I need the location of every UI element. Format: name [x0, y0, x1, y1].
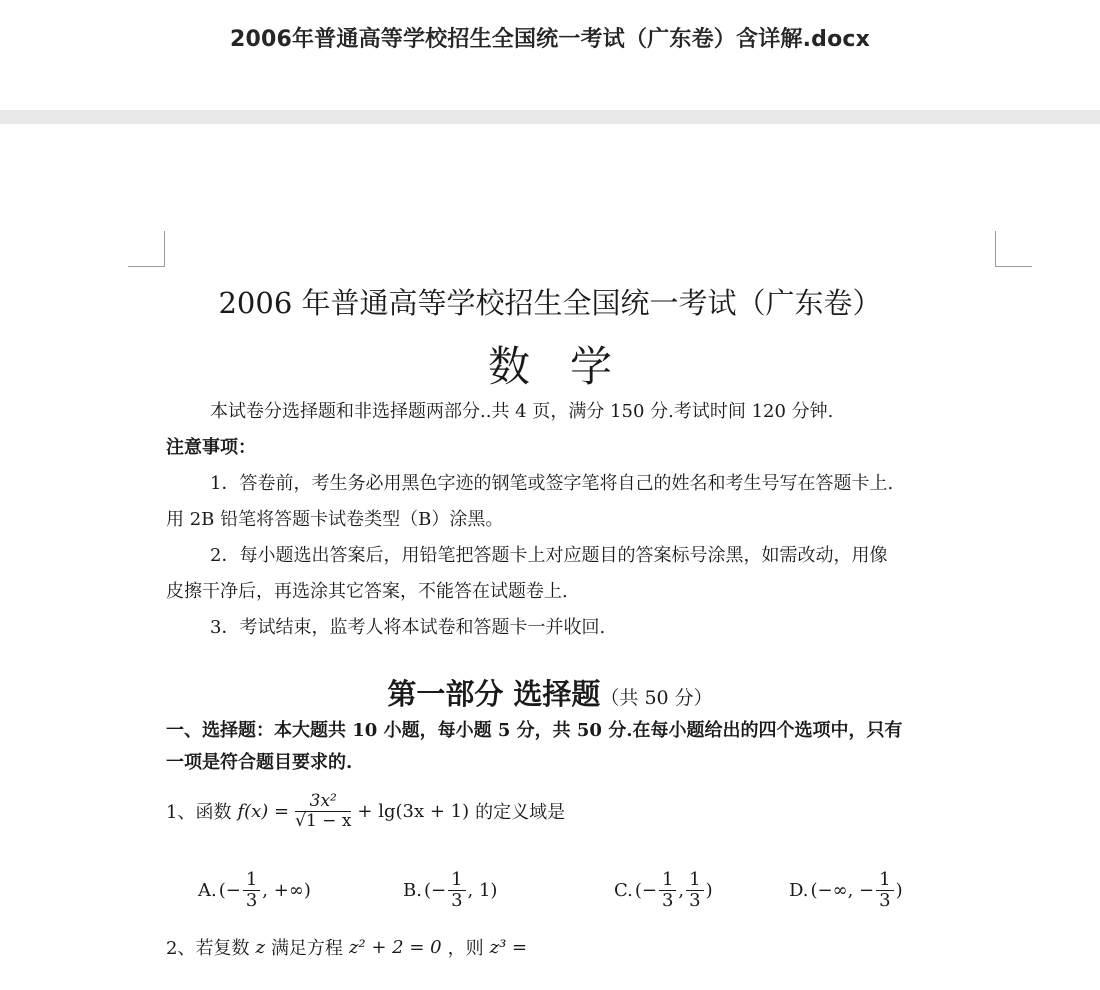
q1-denominator: √1 − x	[295, 810, 352, 831]
option-label: A.	[198, 879, 217, 901]
notice-item-2: 2．每小题选出答案后，用铅笔把答题卡上对应题目的答案标号涂黑，如需改动，用像	[210, 545, 888, 566]
q1-prefix: 1、函数	[166, 802, 232, 824]
notice-item-1: 1．答卷前，考生务必用黑色字迹的钢笔或签字笔将自己的姓名和考生号写在答题卡上.	[210, 473, 894, 494]
q1-numerator: 3x²	[295, 792, 351, 812]
q2-comma: ，则	[447, 938, 484, 959]
option-num: 1	[243, 870, 260, 891]
q1-lhs: f(x) =	[237, 800, 290, 822]
notice-item-1-cont: 用 2B 铅笔将答题卡试卷类型（B）涂黑。	[166, 509, 504, 530]
option-den: 3	[451, 889, 463, 911]
option-num: 1	[448, 870, 465, 891]
notice-item-2-cont: 皮擦干净后，再选涂其它答案，不能答在试题卷上.	[166, 581, 568, 602]
q1-suffix: 的定义域是	[475, 802, 566, 824]
option-close: )	[895, 879, 903, 901]
option-num: 1	[876, 870, 893, 891]
option-den: 3	[245, 889, 258, 911]
q1-rest: + lg(3x + 1)	[357, 800, 470, 822]
toolbar-divider	[0, 110, 1100, 124]
document-filename: 2006年普通高等学校招生全国统一考试（广东卷）含详解.docx	[229, 27, 871, 52]
q2-prefix: 2、若复数	[166, 938, 250, 959]
option-num: 1	[659, 870, 676, 891]
option-open: (−	[423, 879, 447, 901]
intro-text: 本试卷分选择题和非选择题两部分..共 4 页，满分 150 分.考试时间 120 分钟.	[210, 401, 834, 422]
option-num-2: 1	[686, 870, 703, 891]
section-desc-line2: 一项是符合题目要求的.	[166, 752, 353, 773]
option-mid: ,	[678, 879, 685, 901]
notice-heading: 注意事项：	[166, 437, 256, 458]
q2-ask: z³ =	[489, 936, 528, 958]
section-note: （共 50 分）	[600, 687, 713, 709]
document-page[interactable]	[0, 124, 1100, 990]
option-label: D.	[789, 879, 809, 901]
doc-subject: 数学	[487, 342, 652, 391]
title-bar	[0, 0, 1100, 110]
q1-option-b	[403, 870, 497, 911]
option-close: , +∞)	[262, 879, 311, 901]
q1-option-d	[789, 870, 903, 911]
section-heading	[0, 672, 1100, 713]
question-1	[166, 792, 565, 830]
option-open: (−	[634, 879, 657, 901]
option-fraction-2	[686, 870, 703, 911]
doc-title: 2006 年普通高等学校招生全国统一考试（广东卷）	[218, 286, 882, 320]
q1-fraction	[295, 792, 351, 830]
margin-corner-top-left	[128, 231, 165, 267]
option-fraction	[659, 870, 676, 911]
option-den: 3	[661, 889, 674, 911]
section-title: 第一部分 选择题	[387, 677, 601, 711]
option-fraction	[243, 870, 260, 911]
margin-corner-top-right	[995, 231, 1032, 267]
q1-option-a	[198, 870, 311, 911]
option-close: , 1)	[467, 879, 498, 901]
option-den: 3	[879, 889, 891, 911]
option-den-2: 3	[689, 889, 701, 911]
option-close: )	[705, 879, 713, 901]
q2-equation: z² + 2 = 0	[348, 936, 442, 958]
option-fraction	[448, 870, 465, 911]
option-label: C.	[614, 879, 633, 901]
q2-var: z	[255, 936, 265, 958]
q1-option-c	[614, 870, 713, 911]
section-desc-line1: 一、选择题：本大题共 10 小题，每小题 5 分，共 50 分.在每小题给出的四个选项中，只有	[166, 720, 903, 741]
question-2	[166, 934, 527, 960]
option-open: (−	[218, 879, 241, 901]
option-fraction	[876, 870, 893, 911]
option-open: (−∞, −	[810, 879, 875, 901]
notice-item-3: 3．考试结束，监考人将本试卷和答题卡一并收回.	[210, 617, 606, 638]
option-label: B.	[403, 879, 422, 901]
q2-middle: 满足方程	[270, 938, 343, 959]
